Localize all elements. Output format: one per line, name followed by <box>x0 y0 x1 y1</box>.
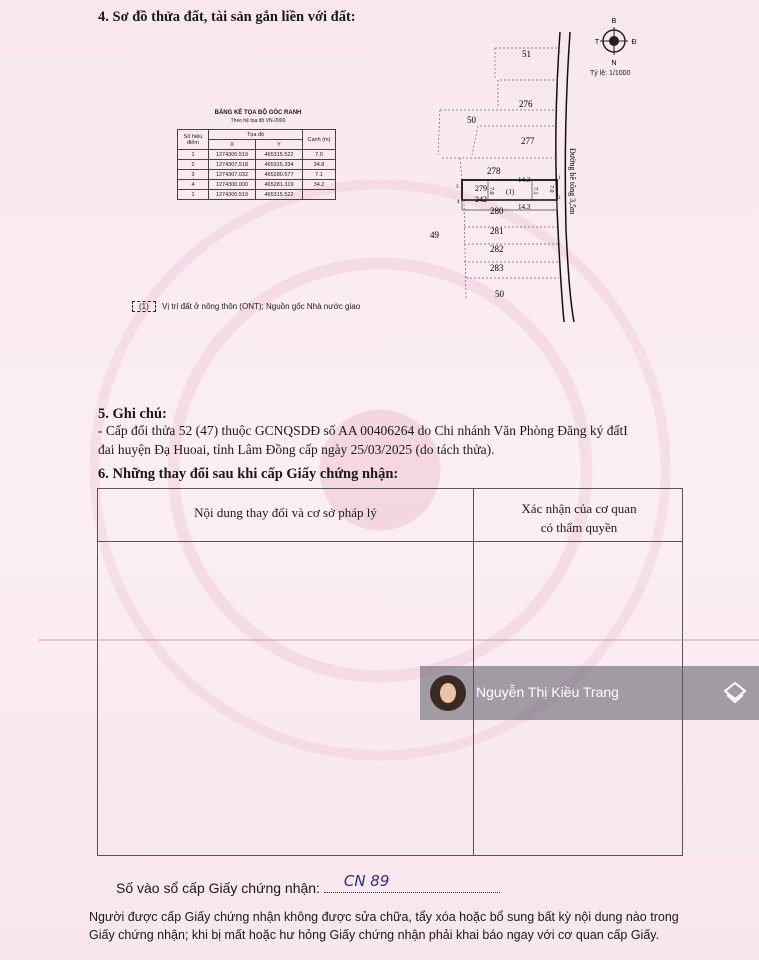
legend-key: (1) <box>132 301 156 312</box>
paper-fold-line <box>38 639 759 641</box>
uploader-name: Nguyễn Thị Kiều Trang <box>476 684 619 700</box>
coord-cell: 3 <box>178 170 209 180</box>
footer-line-1: Người được cấp Giấy chứng nhận không được sửa chữa, tẩy xóa hoặc bổ sung bất kỳ nội dung nào trong <box>89 910 679 924</box>
coord-header-coord: Tọa độ <box>209 130 303 140</box>
table-row <box>178 180 336 190</box>
table-row <box>178 170 336 180</box>
coord-cell: 1274307.032 <box>209 170 256 180</box>
footer-line-2: Giấy chứng nhận; khi bị mất hoặc hư hỏng Giấy chứng nhận phải khai báo ngay với cơ quan cấp Giấy. <box>89 928 660 942</box>
compass-north: B <box>611 18 617 25</box>
section-6-title: 6. Những thay đổi sau khi cấp Giấy chứng nhận: <box>98 466 399 482</box>
coord-cell: 2 <box>178 160 209 170</box>
compass-east: Đ <box>631 39 637 46</box>
parcel-276: 276 <box>519 99 533 109</box>
table-row <box>178 160 336 170</box>
coord-header-edge: Cạnh (m) <box>303 130 336 150</box>
parcel-279: 279 <box>475 184 487 193</box>
coord-cell: 1274307.518 <box>209 160 256 170</box>
point-3: 3 <box>456 185 459 190</box>
note-line-1: - Cấp đổi thửa 52 (47) thuộc GCNQSDĐ số AA 00406264 do Chi nhánh Văn Phòng Đăng ký đấtI <box>98 423 628 438</box>
layers-logo-icon <box>722 680 748 706</box>
coord-header-y: Y <box>256 140 303 150</box>
point-1: 1 <box>558 176 561 181</box>
registry-field <box>324 872 500 893</box>
coord-edge: 7.1 <box>303 170 336 180</box>
coord-edge-empty <box>303 190 336 200</box>
point-2: 2 <box>558 196 561 201</box>
dim-top: 14.3 <box>518 176 531 184</box>
parcel-242: 242 <box>475 195 487 204</box>
coord-cell: 1274300.519 <box>209 150 256 160</box>
changes-col-content: Nội dung thay đổi và cơ sở pháp lý <box>194 505 377 520</box>
road-label: Đường bê tông 3,5m <box>568 148 577 215</box>
coord-cell: 465315.522 <box>256 190 303 200</box>
legend-text: Vị trí đất ở nông thôn (ONT); Nguồn gốc Nhà nước giao <box>162 302 361 311</box>
coord-edge: 34.2 <box>303 180 336 190</box>
parcel-277: 277 <box>521 136 535 146</box>
map-scale: Tỷ lệ: 1/1000 <box>590 70 631 77</box>
compass-icon <box>592 15 640 67</box>
table-header-divider <box>98 541 682 542</box>
coord-cell: 465315.334 <box>256 160 303 170</box>
coord-cell: 465281.319 <box>256 180 303 190</box>
parcel-50-top: 50 <box>467 115 476 125</box>
parcel-51: 51 <box>522 49 531 59</box>
coord-table <box>177 129 336 200</box>
parcel-281: 281 <box>490 226 504 236</box>
parcel-283: 283 <box>490 263 504 273</box>
changes-col-confirmation <box>474 499 684 537</box>
coord-cell: 1 <box>178 190 209 200</box>
coord-cell: 465315.522 <box>256 150 303 160</box>
table-row <box>178 190 336 200</box>
coord-cell: 465280.577 <box>256 170 303 180</box>
avatar[interactable] <box>430 675 466 711</box>
coord-edge: 7.0 <box>303 150 336 160</box>
compass-west: T <box>594 39 600 46</box>
parcel-280: 280 <box>490 206 504 216</box>
section-5-title: 5. Ghi chú: <box>98 406 167 422</box>
coord-table-subtitle: Theo hệ tọa độ VN-2000 <box>230 118 286 124</box>
note-line-2: đai huyện Đạ Huoai, tỉnh Lâm Đồng cấp ngày 25/03/2025 (do tách thửa). <box>98 442 495 457</box>
table-row <box>178 150 336 160</box>
confirmation-line-1: Xác nhận của cơ quan <box>521 501 637 516</box>
point-4: 4 <box>457 200 460 205</box>
parcel-50-bottom: 50 <box>495 289 504 299</box>
registry-value: CN 89 <box>343 872 390 890</box>
registry-line <box>116 872 500 896</box>
coord-cell: 4 <box>178 180 209 190</box>
dim-right: 7.1 <box>532 187 538 195</box>
parcel-278: 278 <box>487 166 501 176</box>
coord-table-title: BẢNG KÊ TỌA ĐỘ GÓC RANH <box>214 110 302 116</box>
dim-bottom: 14.3 <box>518 203 531 211</box>
dim-road: 7.0 <box>548 185 554 193</box>
parcel-map <box>420 30 590 330</box>
coord-header-point: Số hiệu điểm <box>178 130 209 150</box>
map-legend <box>132 301 360 312</box>
dim-left: 7.0 <box>488 187 494 195</box>
coord-edge: 34.8 <box>303 160 336 170</box>
coord-cell: 1 <box>178 150 209 160</box>
coord-cell: 1274300.519 <box>209 190 256 200</box>
confirmation-line-2: có thẩm quyền <box>540 520 618 535</box>
subject-parcel-label: (1) <box>506 188 515 196</box>
uploader-watermark[interactable] <box>420 666 759 720</box>
section-4-title: 4. Sơ đồ thửa đất, tài sản gắn liền với đất: <box>98 9 356 25</box>
coord-header-x: X <box>209 140 256 150</box>
parcel-49: 49 <box>430 230 439 240</box>
parcel-282: 282 <box>490 244 504 254</box>
coord-cell: 1274300.000 <box>209 180 256 190</box>
compass-south: N <box>611 60 617 67</box>
registry-label: Số vào sổ cấp Giấy chứng nhận: <box>116 880 320 896</box>
